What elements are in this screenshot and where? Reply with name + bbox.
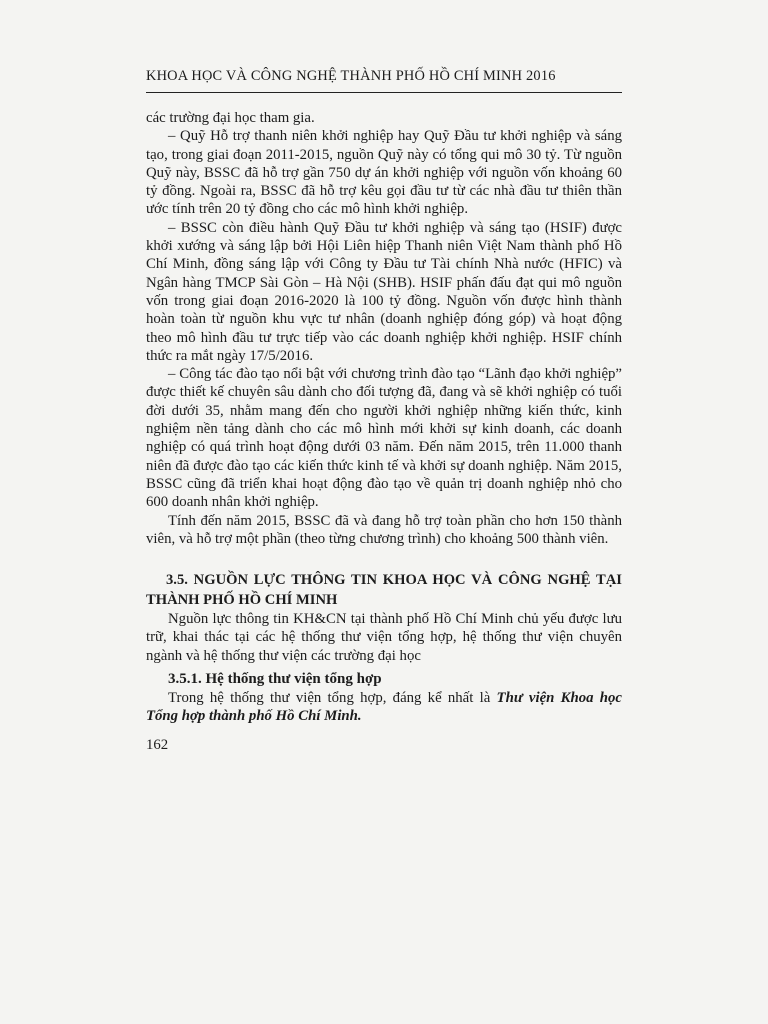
- paragraph-hsif-fund: – BSSC còn điều hành Quỹ Đầu tư khởi nghiệp và sáng tạo (HSIF) được khởi xướng và sáng lập bởi Hội Liên hiệp Thanh niên Việt Nam thành phố Hồ Chí Minh, đồng sáng lập với Công ty Đầu tư Tài chính Nhà nước (HFIC) và Ngân hàng TMCP Sài Gòn – Hà Nội (SHB). HSIF phấn đấu đạt qui mô nguồn vốn trong giai đoạn 2016-2020 là 100 tỷ đồng. Nguồn vốn được hình thành hoàn toàn từ nguồn khu vực tư nhân (doanh nghiệp đóng góp) và hoạt động theo mô hình đầu tư trực tiếp vào các doanh nghiệp khởi nghiệp. HSIF chính thức ra mắt ngày 17/5/2016.: [146, 219, 622, 364]
- running-header: KHOA HỌC VÀ CÔNG NGHỆ THÀNH PHỐ HỒ CHÍ MINH 2016: [146, 60, 622, 93]
- paragraph-information-resources: Nguồn lực thông tin KH&CN tại thành phố Hồ Chí Minh chủ yếu được lưu trữ, khai thác tại các hệ thống thư viện tổng hợp, hệ thống thư viện chuyên ngành và hệ thống thư viện các trường đại học: [146, 611, 622, 664]
- paragraph-general-libraries-text: Trong hệ thống thư viện tổng hợp, đáng kể nhất là: [168, 690, 497, 707]
- section-heading-3-5: 3.5. NGUỒN LỰC THÔNG TIN KHOA HỌC VÀ CÔNG NGHỆ TẠI THÀNH PHỐ HỒ CHÍ MINH: [146, 572, 622, 609]
- page-number: 162: [146, 736, 169, 753]
- paragraph-youth-startup-fund: – Quỹ Hỗ trợ thanh niên khởi nghiệp hay Quỹ Đầu tư khởi nghiệp và sáng tạo, trong giai đoạn 2011-2015, nguồn Quỹ này có tổng qui mô 30 tỷ. Từ nguồn Quỹ này, BSSC đã hỗ trợ gần 750 dự án khởi nghiệp với nguồn vốn khoảng 60 tỷ đồng. Ngoài ra, BSSC đã hỗ trợ kêu gọi đầu tư từ các nhà đầu tư thiên thần ước tính trên 20 tỷ đồng cho các mô hình khởi nghiệp.: [146, 128, 622, 218]
- paragraph-general-libraries: [146, 689, 622, 726]
- library-name-emphasis: Thư viện Khoa học Tổng hợp thành phố Hồ Chí Minh.: [146, 690, 622, 725]
- paragraph-continuation: các trường đại học tham gia.: [146, 110, 315, 126]
- paragraph-training-program: – Công tác đào tạo nổi bật với chương trình đào tạo “Lãnh đạo khởi nghiệp” được thiết kế chuyên sâu dành cho đối tượng đã, đang và sẽ khởi nghiệp có tuổi đời dưới 35, nhằm mang đến cho người khởi nghiệp những kiến thức, kinh nghiệm nền tảng dành cho các mô hình mới khởi sự kinh doanh, các doanh nghiệp có quá trình hoạt động dưới 03 năm. Đến năm 2015, trên 11.000 thanh niên đã được đào tạo các kiến thức kinh tế và khởi sự doanh nghiệp. Năm 2015, BSSC cũng đã triển khai hoạt động đào tạo về quản trị doanh nghiệp nhỏ cho 600 doanh nhân khởi nghiệp.: [146, 366, 622, 511]
- subsection-heading-3-5-1: 3.5.1. Hệ thống thư viện tổng hợp: [168, 671, 382, 688]
- page-content: [146, 109, 622, 726]
- paragraph-bssc-members: Tính đến năm 2015, BSSC đã và đang hỗ trợ toàn phần cho hơn 150 thành viên, và hỗ trợ một phần (theo từng chương trình) cho khoảng 500 thành viên.: [146, 512, 622, 547]
- document-page: [146, 60, 622, 754]
